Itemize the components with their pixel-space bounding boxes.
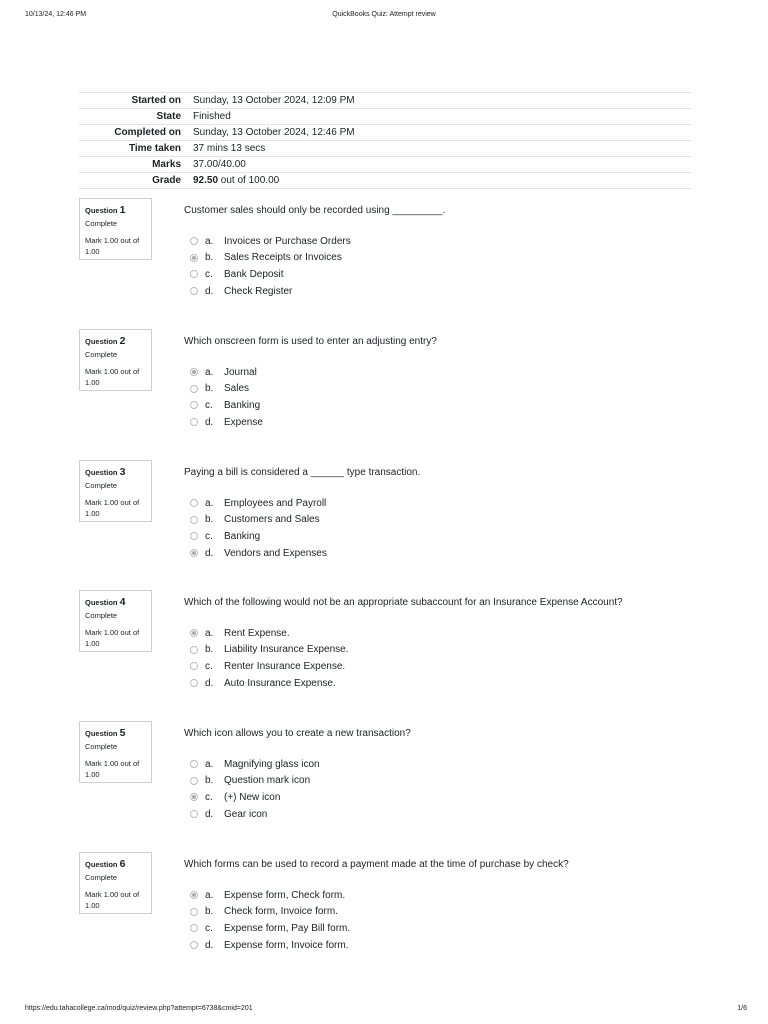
answer-option: [190, 887, 350, 904]
question-mark: Mark 1.00 out of 1.00: [85, 890, 140, 910]
question-number: [85, 596, 151, 608]
page-number: 1/6: [737, 1005, 747, 1012]
question-text: Customer sales should only be recorded using _________.: [184, 205, 446, 216]
answer-option: [190, 937, 350, 954]
radio-icon: [190, 760, 198, 768]
answer-text: Check form, Invoice form.: [224, 906, 338, 918]
question-label: Question: [85, 860, 118, 869]
answer-letter: b.: [205, 775, 214, 787]
answer-option: [190, 512, 327, 529]
radio-icon: [190, 662, 198, 670]
answer-option: [190, 642, 349, 659]
question-number-value: 3: [119, 466, 126, 478]
answer-letter: b.: [205, 514, 214, 526]
question-text: Which forms can be used to record a payment made at the time of purchase by check?: [184, 859, 569, 870]
radio-icon: [190, 629, 198, 637]
answer-text: Customers and Sales: [224, 514, 320, 526]
answer-letter: c.: [205, 530, 213, 542]
answer-text: Expense form, Check form.: [224, 889, 346, 901]
radio-icon: [190, 532, 198, 540]
answer-option: [190, 789, 320, 806]
answer-letter: c.: [205, 268, 213, 280]
summary-label: Grade: [79, 173, 192, 189]
answer-option: [190, 495, 327, 512]
question-mark: Mark 1.00 out of 1.00: [85, 628, 140, 648]
question-text: Which icon allows you to create a new transaction?: [184, 728, 411, 739]
summary-value: Finished: [192, 109, 691, 125]
question-info-box: [79, 590, 152, 652]
summary-value: 37 mins 13 secs: [192, 141, 691, 157]
answer-text: Employees and Payroll: [224, 497, 327, 509]
answer-option: [190, 904, 350, 921]
answer-text: Renter Insurance Expense.: [224, 660, 346, 672]
answer-letter: d.: [205, 416, 214, 428]
answer-text: Gear icon: [224, 808, 268, 820]
answer-option: [190, 528, 327, 545]
question-state: Complete: [85, 611, 118, 620]
radio-icon: [190, 810, 198, 818]
summary-label: Marks: [79, 157, 192, 173]
summary-value: Sunday, 13 October 2024, 12:46 PM: [192, 125, 691, 141]
question-label: Question: [85, 206, 118, 215]
answer-text: Banking: [224, 399, 261, 411]
page-title: QuickBooks Quiz: Attempt review: [332, 11, 436, 18]
answer-letter: c.: [205, 660, 213, 672]
answer-text: Banking: [224, 530, 261, 542]
answer-option: [190, 364, 263, 381]
answer-option: [190, 233, 351, 250]
answer-text: Check Register: [224, 285, 293, 297]
question-block: [79, 852, 699, 962]
answer-text: Invoices or Purchase Orders: [224, 235, 351, 247]
grade-suffix: out of 100.00: [218, 175, 280, 186]
question-info-box: [79, 329, 152, 391]
radio-icon: [190, 646, 198, 654]
question-state: Complete: [85, 219, 118, 228]
radio-icon: [190, 777, 198, 785]
answer-letter: b.: [205, 252, 214, 264]
summary-row-started: [79, 93, 691, 109]
answer-letter: c.: [205, 791, 213, 803]
question-state: Complete: [85, 481, 118, 490]
answer-letter: a.: [205, 889, 214, 901]
question-state: Complete: [85, 350, 118, 359]
summary-value: Sunday, 13 October 2024, 12:09 PM: [192, 93, 691, 109]
answer-text: Journal: [224, 366, 257, 378]
answer-letter: a.: [205, 366, 214, 378]
answer-letter: d.: [205, 285, 214, 297]
answer-text: (+) New icon: [224, 791, 281, 803]
summary-value: 37.00/40.00: [192, 157, 691, 173]
question-info-box: [79, 460, 152, 522]
answer-option: [190, 381, 263, 398]
answer-text: Rent Expense.: [224, 627, 290, 639]
answer-letter: a.: [205, 497, 214, 509]
answer-letter: a.: [205, 235, 214, 247]
answer-text: Expense form, Invoice form.: [224, 939, 349, 951]
summary-row-completed: [79, 125, 691, 141]
radio-icon: [190, 368, 198, 376]
answer-letter: d.: [205, 547, 214, 559]
answer-option: [190, 397, 263, 414]
answer-letter: b.: [205, 383, 214, 395]
answer-option: [190, 266, 351, 283]
summary-value: [192, 173, 691, 189]
answer-text: Sales Receipts or Invoices: [224, 252, 342, 264]
summary-row-state: [79, 109, 691, 125]
print-datetime: 10/13/24, 12:46 PM: [25, 11, 87, 18]
grade-score: 92.50: [193, 175, 219, 186]
radio-icon: [190, 287, 198, 295]
question-info-box: [79, 721, 152, 783]
radio-icon: [190, 908, 198, 916]
question-mark: Mark 1.00 out of 1.00: [85, 236, 140, 256]
question-info-box: [79, 198, 152, 260]
answer-text: Bank Deposit: [224, 268, 284, 280]
answer-text: Liability Insurance Expense.: [224, 644, 349, 656]
question-block: [79, 329, 699, 439]
radio-icon: [190, 516, 198, 524]
attempt-summary-table: [79, 92, 691, 189]
question-mark: Mark 1.00 out of 1.00: [85, 498, 140, 518]
summary-row-marks: [79, 157, 691, 173]
radio-icon: [190, 941, 198, 949]
question-number-value: 6: [119, 858, 126, 870]
radio-icon: [190, 924, 198, 932]
radio-icon: [190, 237, 198, 245]
summary-label: Time taken: [79, 141, 192, 157]
question-mark: Mark 1.00 out of 1.00: [85, 367, 140, 387]
question-block: [79, 590, 699, 700]
radio-icon: [190, 891, 198, 899]
question-block: [79, 460, 699, 570]
answer-letter: a.: [205, 758, 214, 770]
answer-letter: c.: [205, 922, 213, 934]
question-info-box: [79, 852, 152, 914]
answer-text: Expense: [224, 416, 263, 428]
question-number: [85, 727, 151, 739]
question-number-value: 1: [119, 204, 126, 216]
summary-row-time: [79, 141, 691, 157]
question-number: [85, 204, 151, 216]
answer-letter: d.: [205, 939, 214, 951]
question-state: Complete: [85, 742, 118, 751]
answer-letter: d.: [205, 808, 214, 820]
radio-icon: [190, 549, 198, 557]
answer-letter: c.: [205, 399, 213, 411]
answer-letter: d.: [205, 677, 214, 689]
question-label: Question: [85, 598, 118, 607]
answer-list: [190, 887, 350, 953]
question-number: [85, 466, 151, 478]
answer-option: [190, 806, 320, 823]
question-state: Complete: [85, 873, 118, 882]
radio-icon: [190, 418, 198, 426]
radio-icon: [190, 679, 198, 687]
question-label: Question: [85, 468, 118, 477]
question-label: Question: [85, 729, 118, 738]
answer-option: [190, 250, 351, 267]
question-number-value: 5: [119, 727, 126, 739]
question-block: [79, 721, 699, 831]
answer-option: [190, 658, 349, 675]
answer-list: [190, 233, 351, 299]
answer-list: [190, 495, 327, 561]
answer-option: [190, 545, 327, 562]
question-number: [85, 858, 151, 870]
answer-option: [190, 414, 263, 431]
question-text: Paying a bill is considered a ______ type transaction.: [184, 467, 421, 478]
answer-option: [190, 283, 351, 300]
page-url: https://edu.tahacollege.ca/mod/quiz/review.php?attempt=6738&cmid=201: [25, 1005, 253, 1012]
answer-letter: b.: [205, 906, 214, 918]
answer-list: [190, 625, 349, 691]
question-label: Question: [85, 337, 118, 346]
radio-icon: [190, 499, 198, 507]
answer-option: [190, 756, 320, 773]
question-number-value: 2: [119, 335, 126, 347]
answer-option: [190, 920, 350, 937]
radio-icon: [190, 270, 198, 278]
answer-option: [190, 625, 349, 642]
answer-letter: a.: [205, 627, 214, 639]
answer-list: [190, 756, 320, 822]
answer-list: [190, 364, 263, 430]
answer-text: Auto Insurance Expense.: [224, 677, 336, 689]
question-number: [85, 335, 151, 347]
answer-letter: b.: [205, 644, 214, 656]
answer-text: Vendors and Expenses: [224, 547, 327, 559]
question-text: Which of the following would not be an appropriate subaccount for an Insurance Expense Account?: [184, 597, 623, 608]
answer-text: Magnifying glass icon: [224, 758, 320, 770]
summary-label: Completed on: [79, 125, 192, 141]
question-number-value: 4: [119, 596, 126, 608]
radio-icon: [190, 401, 198, 409]
question-text: Which onscreen form is used to enter an adjusting entry?: [184, 336, 437, 347]
answer-text: Sales: [224, 383, 250, 395]
summary-row-grade: [79, 173, 691, 189]
answer-option: [190, 675, 349, 692]
radio-icon: [190, 793, 198, 801]
summary-label: Started on: [79, 93, 192, 109]
radio-icon: [190, 254, 198, 262]
answer-text: Question mark icon: [224, 775, 311, 787]
answer-text: Expense form, Pay Bill form.: [224, 922, 351, 934]
question-mark: Mark 1.00 out of 1.00: [85, 759, 140, 779]
radio-icon: [190, 385, 198, 393]
answer-option: [190, 773, 320, 790]
question-block: [79, 198, 699, 308]
summary-label: State: [79, 109, 192, 125]
